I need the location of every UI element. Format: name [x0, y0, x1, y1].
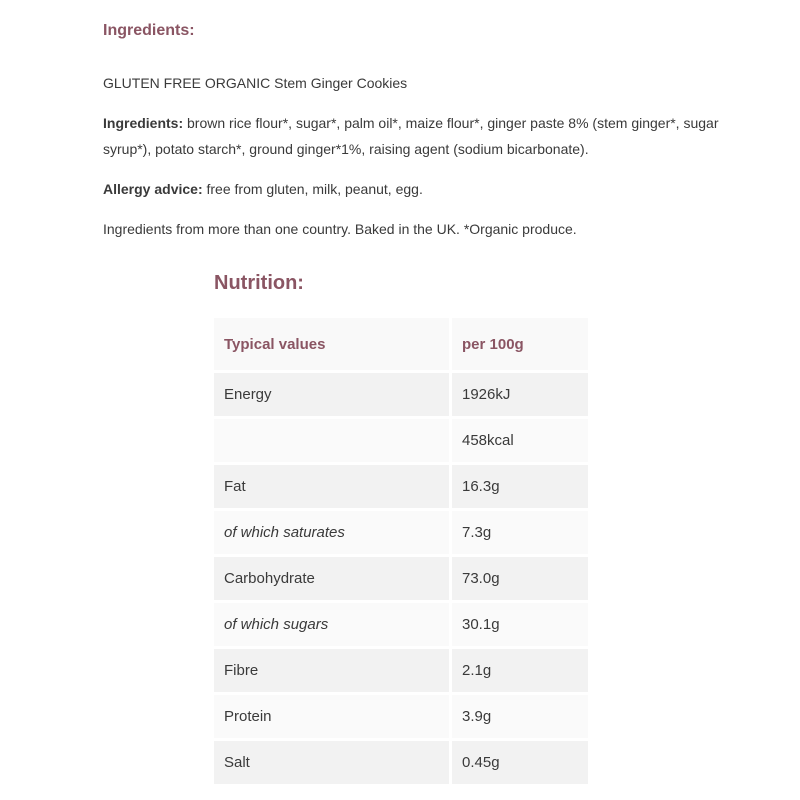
nutrient-label: of which saturates [214, 511, 449, 554]
column-header-typical-values: Typical values [214, 318, 449, 370]
table-row [214, 373, 588, 416]
nutrition-table [211, 315, 591, 787]
allergy-text: free from gluten, milk, peanut, egg. [202, 181, 423, 197]
nutrient-value: 7.3g [452, 511, 588, 554]
ingredients-text: brown rice flour*, sugar*, palm oil*, maize flour*, ginger paste 8% (stem ginger*, sugar syrup*), potato starch*, ground ginger*1%, raising agent (sodium bicarbonate). [103, 115, 719, 157]
ingredients-heading: Ingredients: [103, 22, 195, 39]
ingredients-section [103, 22, 743, 242]
nutrient-label: Salt [214, 741, 449, 784]
nutrient-label: Fat [214, 465, 449, 508]
nutrient-label: Carbohydrate [214, 557, 449, 600]
product-name: GLUTEN FREE ORGANIC Stem Ginger Cookies [103, 75, 408, 91]
table-row [214, 511, 588, 554]
nutrient-label: of which sugars [214, 603, 449, 646]
ingredients-label: Ingredients: [103, 115, 184, 131]
ingredients-list [103, 110, 743, 162]
nutrient-label: Fibre [214, 649, 449, 692]
nutrition-section [214, 272, 594, 295]
nutrition-heading: Nutrition: [214, 272, 304, 294]
table-row [214, 649, 588, 692]
table-row [214, 419, 588, 462]
nutrient-value: 73.0g [452, 557, 588, 600]
allergy-advice [103, 176, 743, 202]
nutrient-label: Protein [214, 695, 449, 738]
nutrient-label: Energy [214, 373, 449, 416]
column-header-per-100g: per 100g [452, 318, 588, 370]
nutrient-value: 458kcal [452, 419, 588, 462]
table-row [214, 741, 588, 784]
allergy-label: Allergy advice: [103, 181, 203, 197]
table-row [214, 557, 588, 600]
table-row [214, 465, 588, 508]
nutrient-label [214, 419, 449, 462]
origin-note: Ingredients from more than one country. Baked in the UK. *Organic produce. [103, 221, 577, 237]
table-row [214, 695, 588, 738]
nutrient-value: 30.1g [452, 603, 588, 646]
nutrient-value: 2.1g [452, 649, 588, 692]
table-row [214, 603, 588, 646]
nutrient-value: 16.3g [452, 465, 588, 508]
nutrient-value: 1926kJ [452, 373, 588, 416]
table-header-row [214, 318, 588, 370]
nutrient-value: 3.9g [452, 695, 588, 738]
nutrient-value: 0.45g [452, 741, 588, 784]
